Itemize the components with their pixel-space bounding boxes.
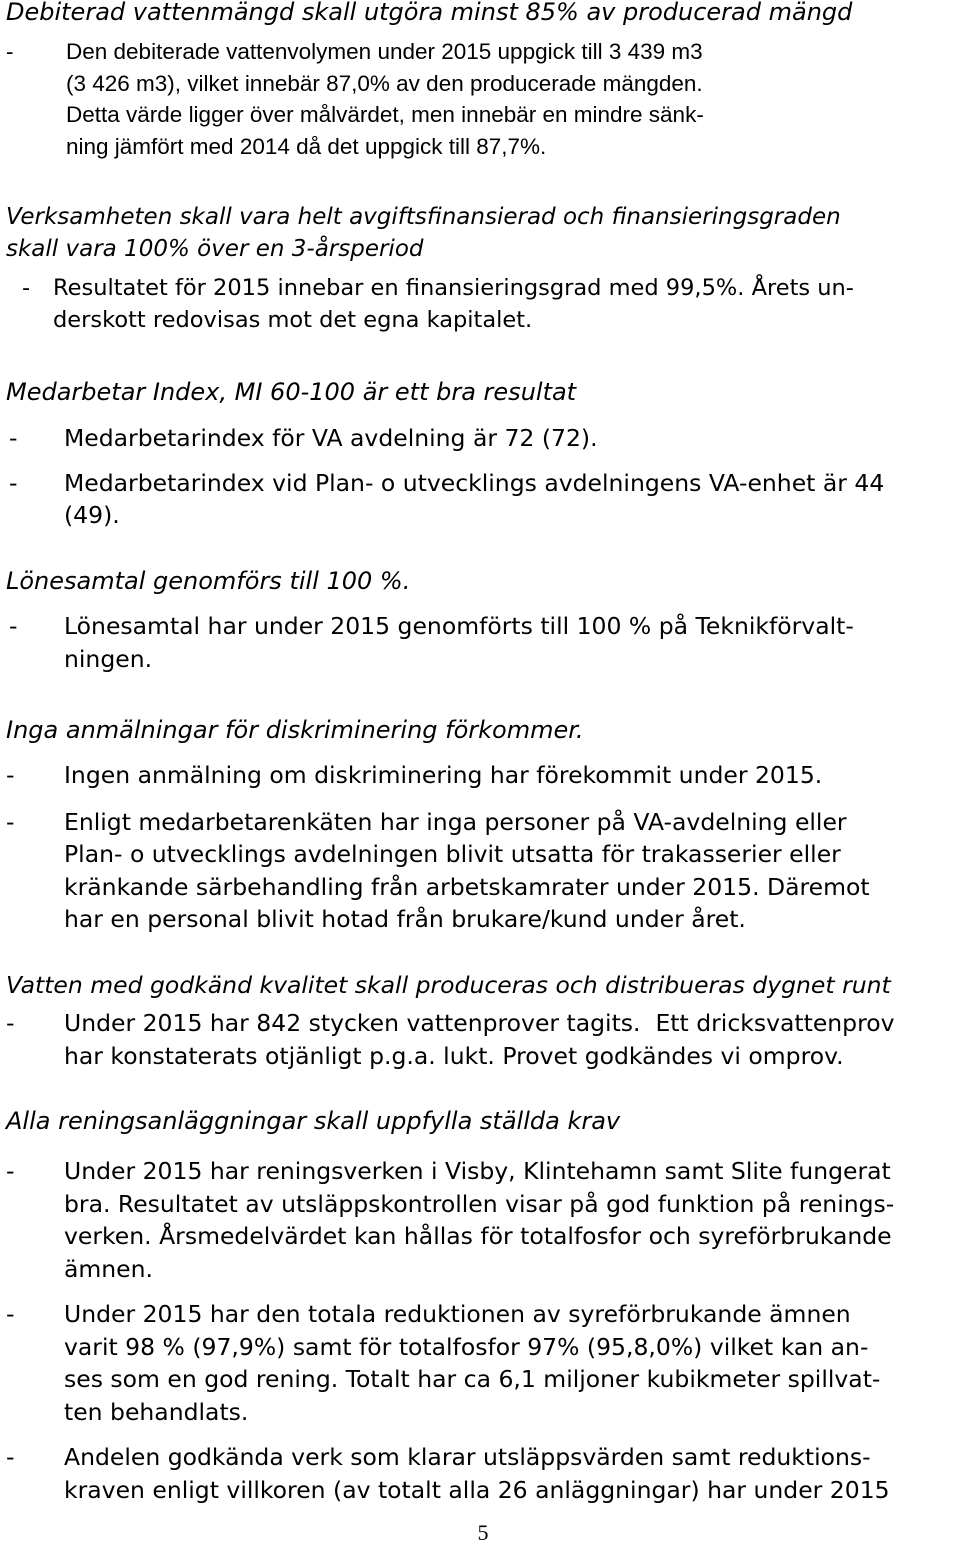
bullet-item [6,806,954,936]
bullet-line: Medarbetarindex för VA avdelning är 72 (72). [64,424,598,452]
bullet-dash: - [6,1009,15,1037]
section-heading: Lönesamtal genomförs till 100 %. [6,567,411,595]
page-number: 5 [477,1520,489,1545]
bullet-line: Under 2015 har den totala reduktionen av syreförbrukande ämnen [64,1300,851,1328]
bullet-line: bra. Resultatet av utsläppskontrollen visar på god funktion på renings- [64,1189,895,1218]
bullet-item [6,610,954,675]
bullet-line: verken. Årsmedelvärdet kan hållas för totalfosfor och syreförbrukande [64,1222,892,1250]
section-heading: Debiterad vattenmängd skall utgöra minst 85% av producerad mängd [6,0,853,26]
section-employee-index [6,376,954,532]
section-heading: Inga anmälningar för diskriminering förkommer. [6,716,584,744]
bullet-dash: - [6,1443,15,1471]
section-water-quality [6,969,954,1072]
bullet-dash: - [22,275,31,301]
bullet-line: ämnen. [64,1254,154,1283]
bullet-line: ten behandlats. [64,1397,249,1426]
bullet-dash: - [6,761,15,789]
bullet-line: Enligt medarbetarenkäten har inga personer på VA-avdelning eller [64,807,847,836]
bullet-dash: - [6,1157,15,1185]
bullet-line: Den debiterade vattenvolymen under 2015 uppgick till 3 439 m3 [66,39,703,64]
section-heading: Alla reningsanläggningar skall uppfylla ställda krav [6,1107,621,1135]
bullet-line: Lönesamtal har under 2015 genomförts till 100 % på Teknikförvalt- [64,612,854,640]
bullet-dash: - [9,424,18,452]
section-heading [6,201,954,265]
bullet-line: Plan- o utvecklings avdelningen blivit utsatta för trakasserier eller [64,840,841,868]
bullet-line: kränkande särbehandling från arbetskamrater under 2015. Däremot [64,872,870,901]
bullet-line: (3 426 m3), vilket innebär 87,0% av den producerade mängden. [66,70,703,96]
bullet-item [6,1298,954,1428]
bullet-line: har en personal blivit hotad från brukare/kund under året. [64,905,746,933]
bullet-dash: - [6,807,15,836]
bullet-item [6,36,954,162]
bullet-line: Under 2015 har 842 stycken vattenprover tagits. Ett dricksvattenprov [64,1009,895,1037]
section-fee-financing [6,201,954,336]
bullet-line: Resultatet för 2015 innebar en finansieringsgrad med 99,5%. Årets un- [53,275,854,301]
heading-line: Verksamheten skall vara helt avgiftsfinansierad och finansieringsgraden [6,204,841,230]
bullet-line: Medarbetarindex vid Plan- o utvecklings avdelningens VA-enhet är 44 [64,468,885,497]
bullet-line: Andelen godkända verk som klarar utsläppsvärden samt reduktions- [64,1443,871,1471]
bullet-line: varit 98 % (97,9%) samt för totalfosfor 97% (95,8,0%) vilket kan an- [64,1332,869,1361]
bullet-line: derskott redovisas mot det egna kapitalet. [53,307,533,333]
bullet-line: kraven enligt villkoren (av totalt alla 26 anläggningar) har under 2015 [64,1475,890,1504]
bullet-dash: - [6,1300,15,1328]
bullet-line: ningen. [64,644,153,673]
bullet-item [6,1441,954,1506]
section-heading: Medarbetar Index, MI 60-100 är ett bra resultat [6,378,577,406]
section-billed-water [6,0,954,162]
bullet-dash: - [9,468,18,497]
bullet-line: ning jämfört med 2014 då det uppgick till 87,7%. [66,133,547,159]
section-discrimination [6,714,954,936]
bullet-line: har konstaterats otjänligt p.g.a. lukt. Provet godkändes vi omprov. [64,1041,844,1070]
bullet-dash: - [6,39,14,64]
heading-line: skall vara 100% över en 3-årsperiod [6,236,424,262]
bullet-item [6,272,954,336]
bullet-line: (49). [64,501,120,529]
bullet-line: Ingen anmälning om diskriminering har förekommit under 2015. [64,761,823,789]
bullet-item [6,1155,954,1285]
section-treatment-plants [6,1105,954,1506]
bullet-line: Detta värde ligger över målvärdet, men innebär en mindre sänk- [66,102,704,127]
bullet-item [6,467,954,532]
bullet-item [6,422,954,455]
section-salary-talks [6,565,954,675]
bullet-item [6,759,954,792]
section-heading: Vatten med godkänd kvalitet skall produceras och distribueras dygnet runt [6,971,891,999]
bullet-line: ses som en god rening. Totalt har ca 6,1 miljoner kubikmeter spillvat- [64,1365,881,1393]
bullet-dash: - [9,612,18,640]
bullet-item [6,1007,954,1072]
bullet-line: Under 2015 har reningsverken i Visby, Klintehamn samt Slite fungerat [64,1157,891,1185]
